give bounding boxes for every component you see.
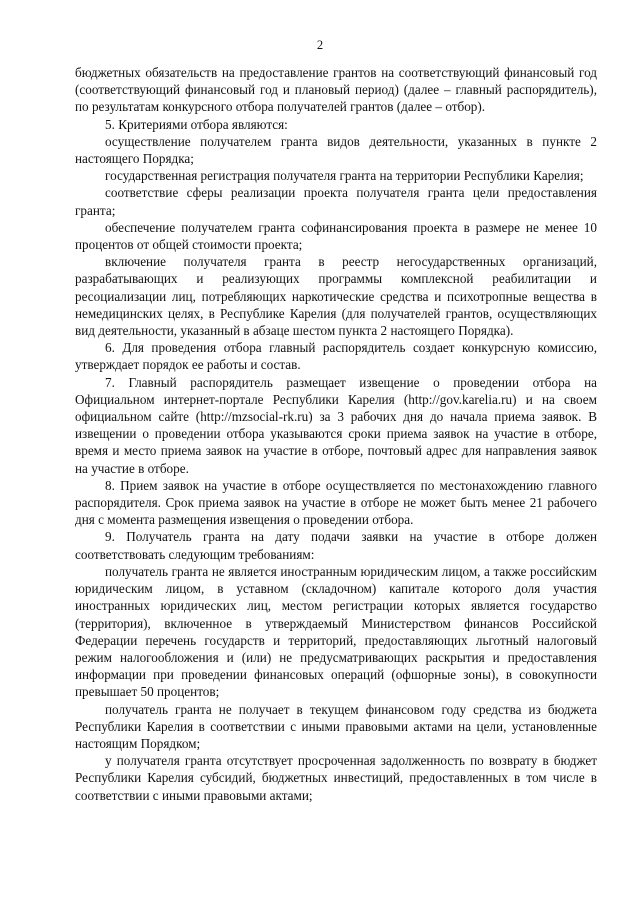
paragraph-criterion-activities: осуществление получателем гранта видов деятельности, указанных в пункте 2 настоящего Порядка; <box>75 133 597 167</box>
paragraph-item-6: 6. Для проведения отбора главный распорядитель создает конкурсную комиссию, утверждает порядок ее работы и состав. <box>75 340 597 373</box>
paragraph-item-9: 9. Получатель гранта на дату подачи заявки на участие в отборе должен соответствовать следующим требованиям: <box>75 529 597 562</box>
paragraph-criterion-registration: государственная регистрация получателя гранта на территории Республики Карелия; <box>105 168 584 184</box>
paragraph-criterion-cofinancing: обеспечение получателем гранта софинансирования проекта в размере не менее 10 процентов от общей стоимости проекта; <box>75 219 597 253</box>
page-number: 2 <box>316 38 324 52</box>
paragraph-continuation: бюджетных обязательств на предоставление грантов на соответствующий финансовый год (соответствующий финансовый год и плановый период) (далее – главный распорядитель), по результатам конкурсного отбора получателей грантов (далее – отбор). <box>75 65 597 115</box>
paragraph-requirement-no-overdue-debt: у получателя гранта отсутствует просроченная задолженность по возврату в бюджет Республики Карелия субсидий, бюджетных инвестиций, предоставленных в том числе в соответствии с иными правовыми актами; <box>75 753 597 803</box>
paragraph-item-8: 8. Прием заявок на участие в отборе осуществляется по местонахождению главного распорядителя. Срок приема заявок на участие в отборе не может быть менее 21 рабочего дня с момента размещения извещения о проведении отбора. <box>75 477 597 528</box>
paragraph-requirement-foreign-entity: получатель гранта не является иностранным юридическим лицом, а также российским юридическим лицом, в уставном (складочном) капитале которого доля участия иностранных юридических лиц, местом регистрации которых является государство (территория), включенное в утверждаемый Министерством финансов Российской Федерации перечень государств и территорий, предоставляющих льготный налоговый режим налогообложения и (или) не предусматривающих раскрытия и предоставления информации при проведении финансовых операций (офшорные зоны), в совокупности превышает 50 процентов; <box>75 563 597 700</box>
paragraph-requirement-no-other-funds: получатель гранта не получает в текущем финансовом году средства из бюджета Республики Карелия в соответствии с иными правовыми актами на цели, установленные настоящим Порядком; <box>75 701 597 751</box>
paragraph-criterion-scope: соответствие сферы реализации проекта получателя гранта цели предоставления гранта; <box>75 185 597 218</box>
paragraph-criterion-registry: включение получателя гранта в реестр негосударственных организаций, разрабатывающих и реализующих программы комплексной реабилитации и ресоциализации лиц, потребляющих наркотические средства и психотропные вещества в немедицинских целях, в Республике Карелия (для получателей грантов, осуществляющих вид деятельности, указанный в абзаце шестом пункта 2 настоящего Порядка). <box>75 254 597 339</box>
paragraph-item-7: 7. Главный распорядитель размещает извещение о проведении отбора на Официальном интернет-портале Республики Карелия (http://gov.karelia.ru) и на своем официальном сайте (http://mzsocial-rk.ru) за 3 рабочих дня до начала приема заявок. В извещении о проведении отбора указываются сроки приема заявок на участие в отборе, время и место приема заявок на участие в отборе, почтовый адрес для направления заявок на участие в отборе. <box>75 374 597 476</box>
document-body <box>75 64 597 804</box>
paragraph-item-5: 5. Критериями отбора являются: <box>105 116 288 132</box>
